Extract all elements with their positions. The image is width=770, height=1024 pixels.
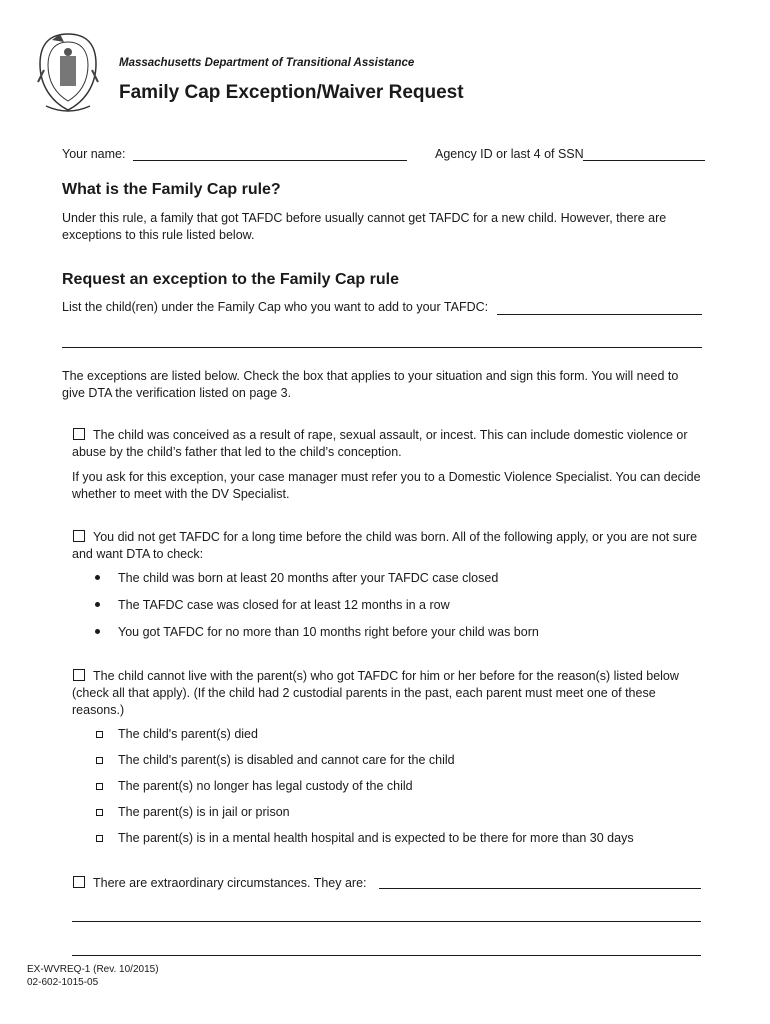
rule-heading: What is the Family Cap rule? (62, 181, 281, 198)
circumstances-field-line-2[interactable] (72, 921, 701, 922)
department-name: Massachusetts Department of Transitional Assistance (119, 57, 415, 69)
agency-id-label: Agency ID or last 4 of SSN (435, 147, 584, 161)
rule-description: Under this rule, a family that got TAFDC before usually cannot get TAFDC for a new child. However, there are exceptions to this rule listed below. (62, 211, 667, 242)
instructions-text: The exceptions are listed below. Check the box that applies to your situation and sign this form. You will need to give DTA the verification listed on page 3. (62, 369, 679, 400)
exception-2-bullet: The TAFDC case was closed for at least 12 months in a row (118, 598, 450, 612)
exception-2-text: You did not get TAFDC for a long time before the child was born. All of the following apply, or you are not sure and want DTA to check: (72, 530, 698, 561)
exception-1-note: If you ask for this exception, your case manager must refer you to a Domestic Violence Specialist. You can decide whether to meet with the DV Specialist. (72, 470, 701, 501)
bullet-icon (95, 575, 100, 580)
circumstances-field-line-3[interactable] (72, 955, 701, 956)
circumstances-field[interactable] (379, 888, 701, 889)
exception-2-bullet: The child was born at least 20 months after your TAFDC case closed (118, 571, 499, 585)
reason-2-checkbox[interactable] (96, 757, 103, 764)
reason-3-checkbox[interactable] (96, 783, 103, 790)
children-label: List the child(ren) under the Family Cap who you want to add to your TAFDC: (62, 300, 489, 314)
your-name-label: Your name: (62, 147, 126, 161)
your-name-field[interactable] (133, 160, 407, 161)
reason-option: The parent(s) is in a mental health hospital and is expected to be there for more than 30 days (118, 831, 634, 845)
reason-4-checkbox[interactable] (96, 809, 103, 816)
form-number: 02-602-1015-05 (27, 977, 99, 988)
reason-option: The parent(s) is in jail or prison (118, 805, 290, 819)
exception-4-checkbox[interactable] (73, 876, 85, 888)
reason-option: The child's parent(s) is disabled and cannot care for the child (118, 753, 455, 767)
bullet-icon (95, 629, 100, 634)
bullet-icon (95, 602, 100, 607)
form-title: Family Cap Exception/Waiver Request (119, 82, 464, 103)
children-field[interactable] (497, 314, 702, 315)
exception-3-text: The child cannot live with the parent(s) who got TAFDC for him or her before for the reason(s) listed below (check all that apply). (If the child had 2 custodial parents in the past, each parent must meet one of these reasons.) (72, 669, 679, 717)
reason-option: The child's parent(s) died (118, 727, 258, 741)
reason-1-checkbox[interactable] (96, 731, 103, 738)
exception-4-text: There are extraordinary circumstances. They are: (93, 876, 367, 890)
reason-option: The parent(s) no longer has legal custody of the child (118, 779, 413, 793)
exception-1-text: The child was conceived as a result of rape, sexual assault, or incest. This can include domestic violence or abuse by the child’s father that led to the child’s conception. (72, 428, 688, 459)
children-field-line-2[interactable] (62, 347, 702, 348)
state-seal-icon (34, 30, 102, 114)
form-id: EX-WVREQ-1 (Rev. 10/2015) (27, 964, 159, 975)
exception-2-bullet: You got TAFDC for no more than 10 months right before your child was born (118, 625, 539, 639)
reason-5-checkbox[interactable] (96, 835, 103, 842)
request-heading: Request an exception to the Family Cap rule (62, 271, 399, 288)
agency-id-field[interactable] (583, 160, 705, 161)
